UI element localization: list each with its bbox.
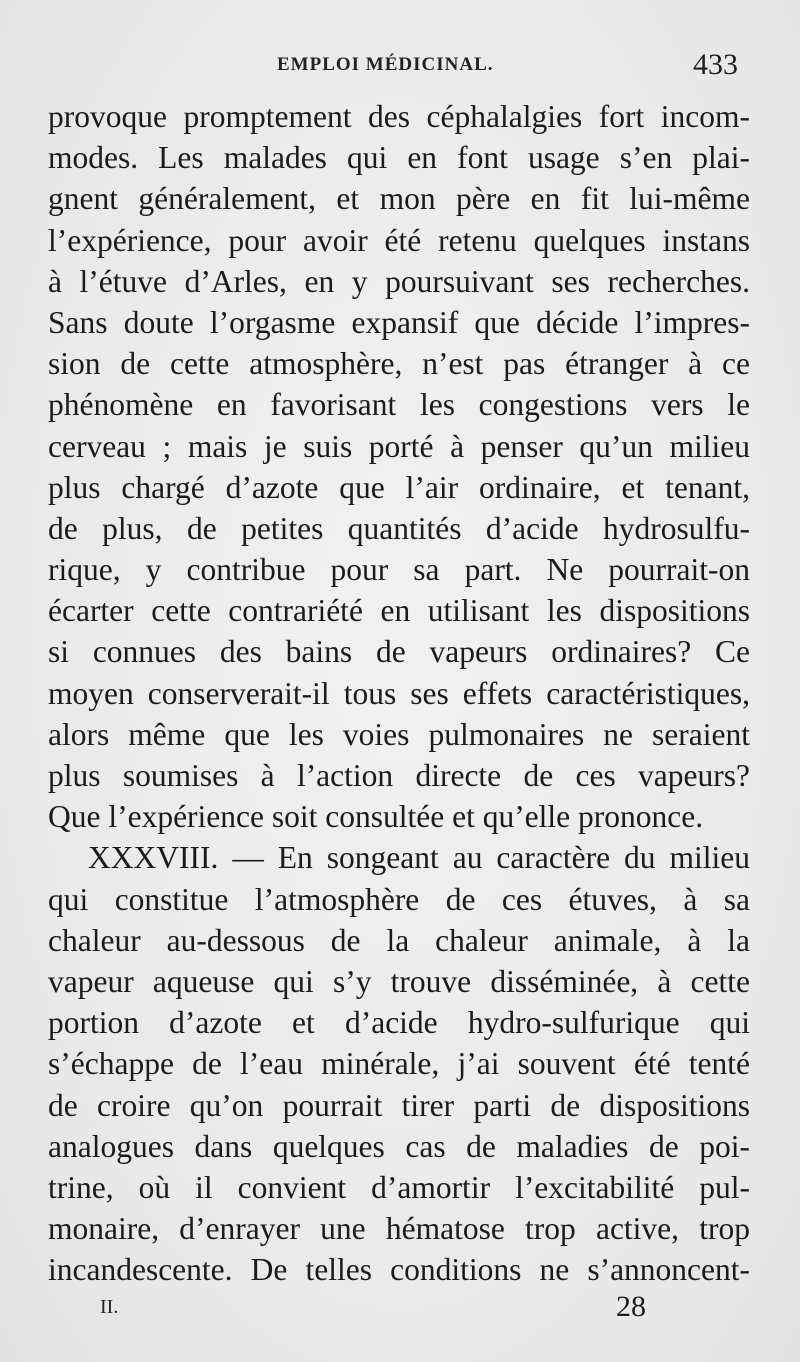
text-line: Sans doute l’orgasme expansif que décide l’impres- <box>48 304 750 340</box>
text-line: rique, y contribue pour sa part. Ne pourrait-on <box>48 552 750 588</box>
text-line: monaire, d’enrayer une hématose trop active, trop <box>48 1211 750 1247</box>
text-line: à l’étuve d’Arles, en y poursuivant ses recherches. <box>48 263 750 299</box>
text-line: phénomène en favorisant les congestions vers le <box>48 387 750 423</box>
running-head: EMPLOI MÉDICINAL. <box>277 54 494 75</box>
page-header <box>0 48 800 88</box>
text-line: trine, où il convient d’amortir l’excitabilité pul- <box>48 1169 750 1205</box>
text-line: sion de cette atmosphère, n’est pas étranger à ce <box>48 346 750 382</box>
text-line: s’échappe de l’eau minérale, j’ai souvent été tenté <box>48 1046 750 1082</box>
sheet-number: 28 <box>616 1290 646 1323</box>
text-line: alors même que les voies pulmonaires ne seraient <box>48 716 750 752</box>
text-line: si connues des bains de vapeurs ordinaires? Ce <box>48 634 750 670</box>
text-line: chaleur au-dessous de la chaleur animale, à la <box>48 922 750 958</box>
text-line: provoque promptement des céphalalgies fort incom- <box>48 99 750 134</box>
text-line: l’expérience, pour avoir été retenu quelques instans <box>48 222 750 258</box>
text-line: qui constitue l’atmosphère de ces étuves, à sa <box>48 881 750 917</box>
text-line: analogues dans quelques cas de maladies de poi- <box>48 1128 750 1164</box>
text-line: plus soumises à l’action directe de ces vapeurs? <box>48 758 750 793</box>
body-text <box>48 96 750 1290</box>
text-line: incandescente. De telles conditions ne s’annoncent- <box>48 1252 750 1288</box>
text-line: gnent généralement, et mon père en fit lui-même <box>48 181 750 217</box>
text-line: vapeur aqueuse qui s’y trouve disséminée, à cette <box>48 963 750 999</box>
text-line: plus chargé d’azote que l’air ordinaire, et tenant, <box>48 469 750 505</box>
text-line: de plus, de petites quantités d’acide hydrosulfu- <box>48 510 750 546</box>
text-line: moyen conserverait-il tous ses effets caractéristiques, <box>48 675 750 711</box>
text-line: cerveau ; mais je suis porté à penser qu’un milieu <box>48 428 750 464</box>
signature-mark: II. <box>100 1296 119 1318</box>
text-line: écarter cette contrariété en utilisant les dispositions <box>48 593 750 629</box>
text-line: de croire qu’on pourrait tirer parti de dispositions <box>48 1087 750 1123</box>
text-line: modes. Les malades qui en font usage s’en plai- <box>48 140 750 176</box>
text-line: portion d’azote et d’acide hydro-sulfurique qui <box>48 1005 750 1041</box>
page-footer <box>0 1290 800 1330</box>
paragraph-last-line: Que l’expérience soit consultée et qu’elle prononce. <box>48 799 704 835</box>
page-number: 433 <box>693 48 738 81</box>
section-start-line: XXXVIII. — En songeant au caractère du milieu <box>88 840 750 876</box>
